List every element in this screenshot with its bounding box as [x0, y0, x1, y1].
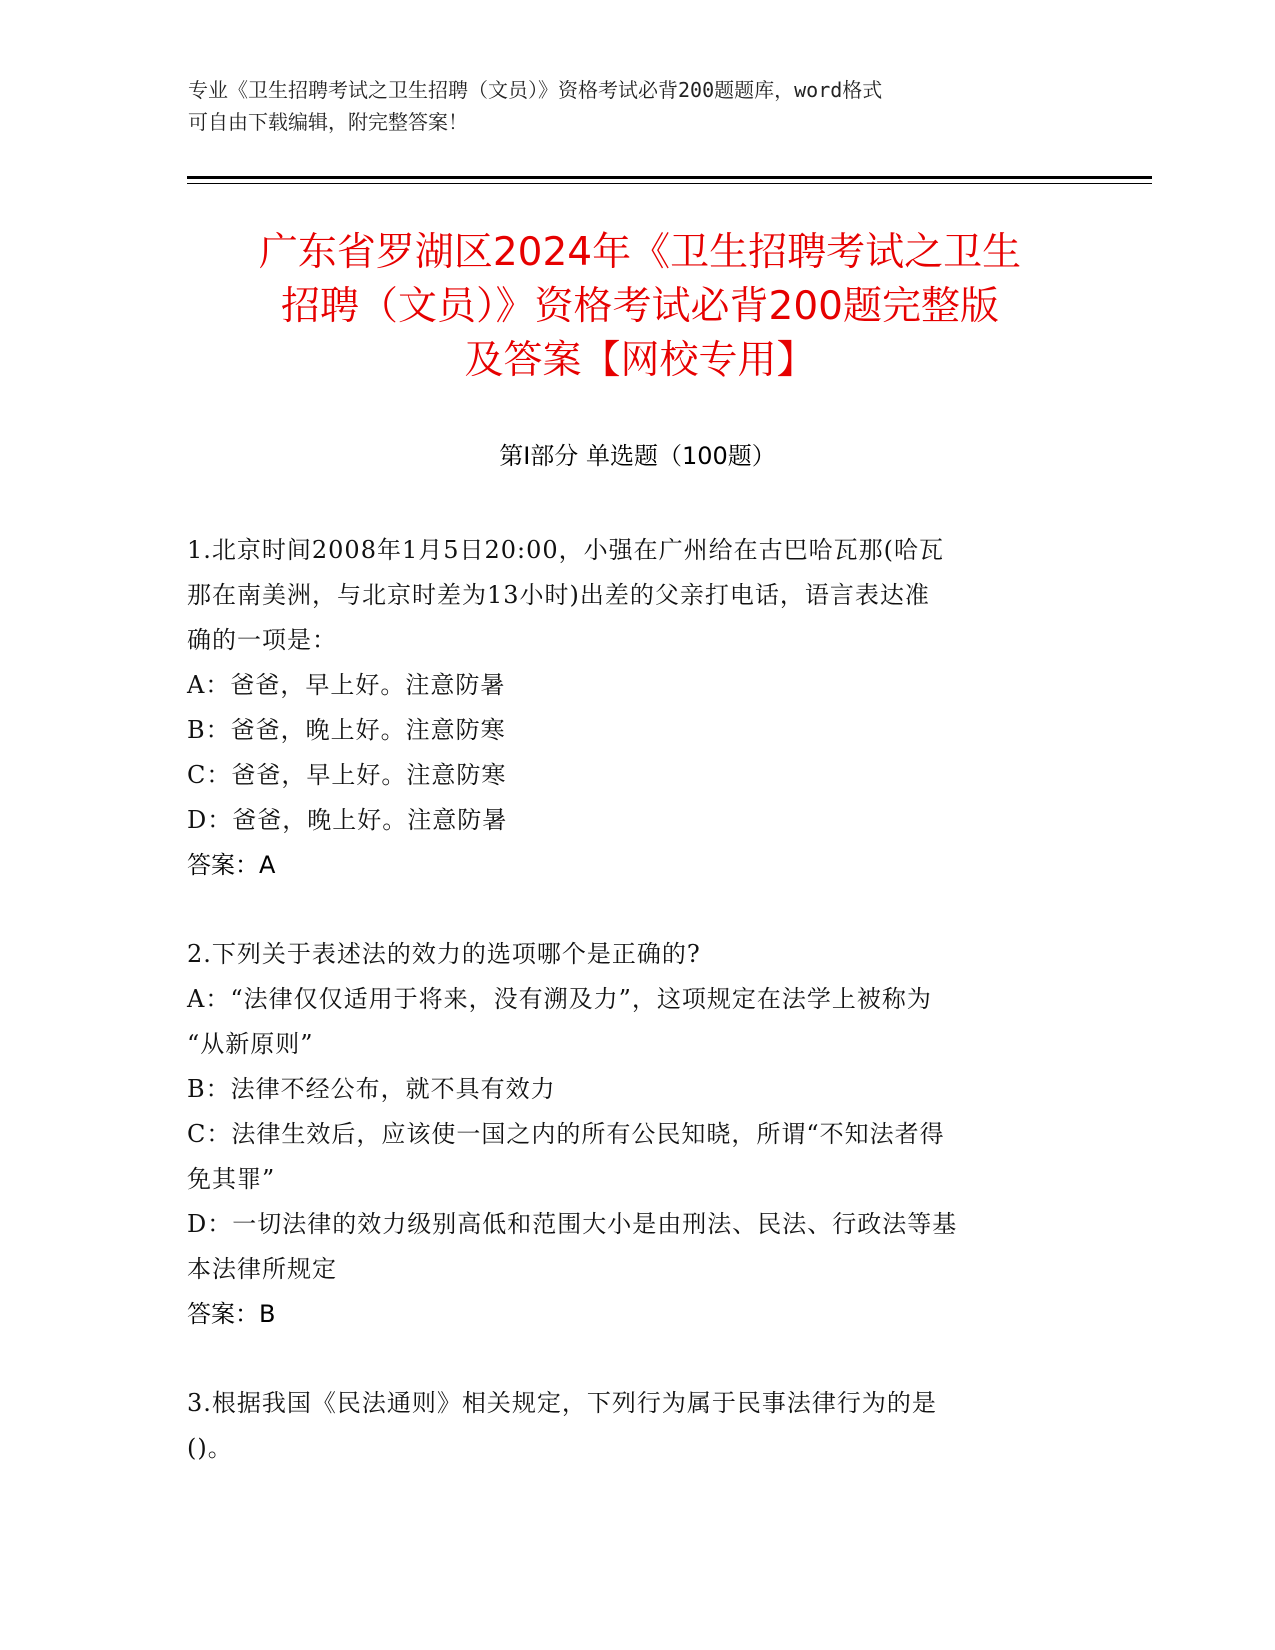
option-b: B：法律不经公布，就不具有效力 — [187, 1075, 556, 1103]
option-c: C：法律生效后，应该使一国之内的所有公民知晓，所谓“不知法者得 — [187, 1120, 945, 1148]
answer-line: 答案：B — [187, 1300, 276, 1328]
title-line: 及答案【网校专用】 — [464, 338, 816, 383]
question-stem-line: 2.下列关于表述法的效力的选项哪个是正确的? — [187, 940, 701, 968]
header-note-line: 专业《卫生招聘考试之卫生招聘（文员）》资格考试必背200题题库，word格式 — [188, 78, 883, 102]
document-title — [180, 226, 1100, 388]
question-1 — [187, 528, 1087, 888]
title-line: 招聘（文员）》资格考试必背200题完整版 — [281, 284, 999, 329]
option-c-continued: 免其罪” — [187, 1165, 276, 1193]
option-d: D：爸爸，晚上好。注意防暑 — [187, 806, 508, 834]
option-d: D：一切法律的效力级别高低和范围大小是由刑法、民法、行政法等基 — [187, 1210, 958, 1238]
header-rule-thin — [187, 183, 1152, 184]
header-rule-thick — [187, 176, 1152, 179]
question-stem-line: 那在南美洲，与北京时差为13小时)出差的父亲打电话，语言表达准 — [187, 581, 930, 609]
question-stem-line: 1.北京时间2008年1月5日20:00，小强在广州给在古巴哈瓦那(哈瓦 — [187, 536, 945, 564]
question-3 — [187, 1381, 1087, 1471]
option-a: A：“法律仅仅适用于将来，没有溯及力”，这项规定在法学上被称为 — [187, 985, 932, 1013]
answer-line: 答案：A — [187, 851, 276, 879]
option-a: A：爸爸，早上好。注意防暑 — [187, 671, 506, 699]
header-note-line: 可自由下载编辑，附完整答案！ — [188, 110, 468, 134]
header-note — [188, 74, 1068, 138]
title-line: 广东省罗湖区2024年《卫生招聘考试之卫生 — [258, 230, 1022, 275]
question-stem-line: ()。 — [187, 1434, 233, 1462]
option-d-continued: 本法律所规定 — [187, 1255, 337, 1283]
question-list — [187, 528, 1087, 1515]
question-2 — [187, 932, 1087, 1337]
section-title: 第Ⅰ部分 单选题（100题） — [499, 442, 776, 470]
question-stem-line: 3.根据我国《民法通则》相关规定，下列行为属于民事法律行为的是 — [187, 1389, 937, 1417]
question-stem-line: 确的一项是： — [187, 626, 337, 654]
option-c: C：爸爸，早上好。注意防寒 — [187, 761, 507, 789]
option-a-continued: “从新原则” — [187, 1030, 314, 1058]
option-b: B：爸爸，晚上好。注意防寒 — [187, 716, 506, 744]
